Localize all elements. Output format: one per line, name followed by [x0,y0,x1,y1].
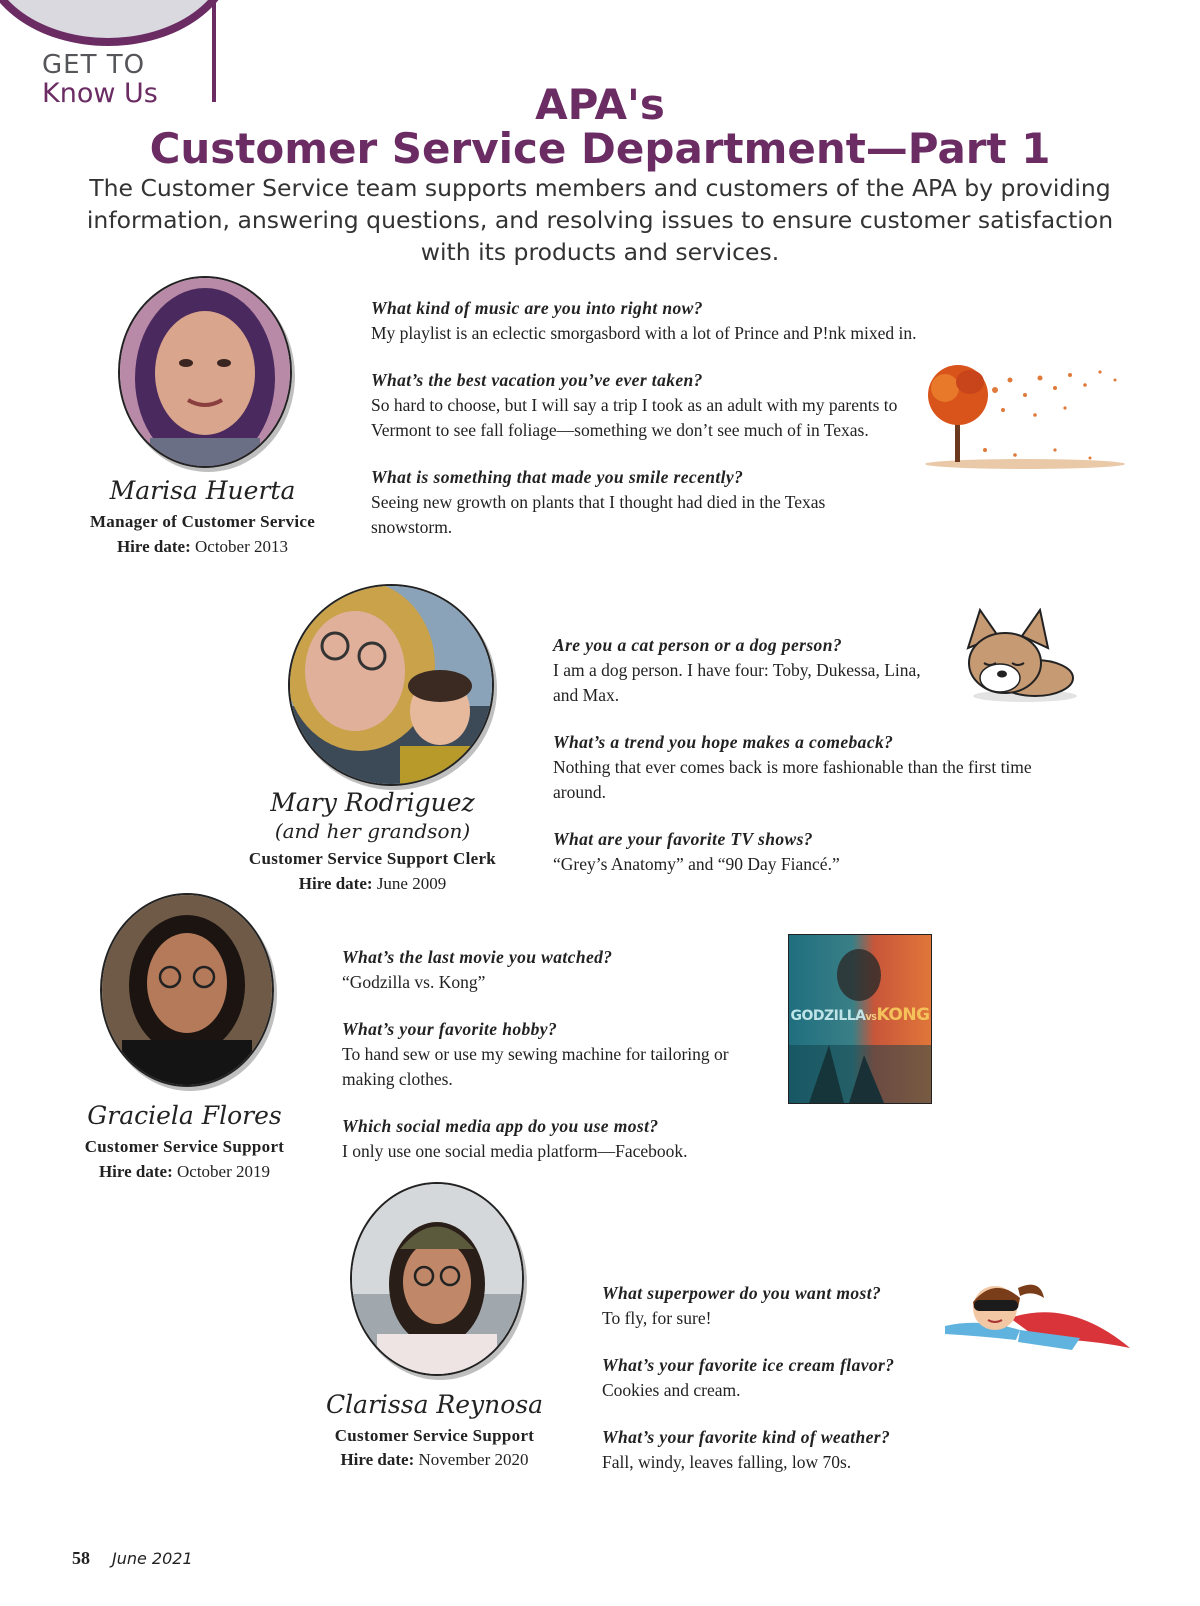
profile-name: Mary Rodriguez [270,788,475,817]
profile-title: Customer Service Support Clerk [248,849,497,868]
poster-title [789,1005,931,1025]
hire-date-value: October 2019 [177,1162,271,1181]
qa-question: What’s your favorite ice cream flavor? [602,1355,895,1375]
qa-answer: I am a dog person. I have four: Toby, Dukessa, Lina, and Max. [553,660,921,705]
profile-title: Customer Service Support [84,1137,285,1156]
qa-answer: To hand sew or use my sewing machine for tailoring or making clothes. [342,1044,729,1089]
section-kicker-line2: Know Us [42,78,158,109]
qa-block-marisa [371,296,916,562]
qa-question: What kind of music are you into right now? [371,298,703,318]
section-kicker-line1: GET TO [42,50,146,80]
qa-question: Are you a cat person or a dog person? [553,635,842,655]
hire-date-label: Hire date: [298,874,373,893]
corner-decoration [0,0,236,46]
profile-name: Clarissa Reynosa [325,1390,544,1419]
page-title-line1: APA's [535,80,665,129]
hire-date-value: October 2013 [195,537,289,556]
profile-photo-graciela [100,893,274,1087]
profile-hire-date [272,1450,597,1470]
flying-superhero-illustration [940,1278,1135,1368]
profile-photo-mary [288,584,494,786]
qa-question: What are your favorite TV shows? [553,829,813,849]
qa-answer: Fall, windy, leaves falling, low 70s. [602,1452,852,1472]
qa-answer: To fly, for sure! [602,1308,712,1328]
page-number: 58 [72,1548,90,1568]
qa-question: What’s your favorite hobby? [342,1019,558,1039]
qa-answer: “Godzilla vs. Kong” [342,972,486,992]
qa-question: What is something that made you smile recently? [371,467,744,487]
profile-hire-date [22,1162,347,1182]
qa-answer: My playlist is an eclectic smorgasbord with a lot of Prince and P!nk mixed in. [371,323,917,343]
profile-hire-date [40,537,365,557]
hire-date-value: November 2020 [418,1450,529,1469]
qa-answer: Nothing that ever comes back is more fashionable than the first time around. [553,757,1032,802]
hire-date-label: Hire date: [116,537,191,556]
qa-question: Which social media app do you use most? [342,1116,659,1136]
qa-question: What’s a trend you hope makes a comeback? [553,732,894,752]
profile-photo-clarissa [350,1182,524,1376]
qa-answer: Seeing new growth on plants that I thought had died in the Texas snowstorm. [371,492,826,537]
qa-block-clarissa [602,1281,982,1497]
qa-question: What’s the last movie you watched? [342,947,613,967]
profile-title: Customer Service Support [334,1426,535,1445]
poster-word-mid: VS [865,1013,877,1022]
profile-photo-marisa [118,276,292,468]
autumn-tree-illustration [925,350,1130,470]
sleeping-dog-illustration [960,608,1080,704]
hire-date-value: June 2009 [376,874,447,893]
qa-answer: I only use one social media platform—Facebook. [342,1141,688,1161]
intro-paragraph: The Customer Service team supports members and customers of the APA by providing information, answering questions, and resolving issues to ensure customer satisfaction with its products and services. [86,174,1114,266]
qa-question: What’s the best vacation you’ve ever taken? [371,370,703,390]
issue-date: June 2021 [112,1549,193,1568]
qa-question: What superpower do you want most? [602,1283,882,1303]
profile-name-note: (and her grandson) [274,819,471,843]
qa-answer: Cookies and cream. [602,1380,741,1400]
poster-word-right: KONG [876,1005,930,1025]
profile-title: Manager of Customer Service [89,512,316,531]
page-title-line2: Customer Service Department—Part 1 [149,124,1051,173]
movie-poster [788,934,932,1104]
qa-answer: “Grey’s Anatomy” and “90 Day Fiancé.” [553,854,840,874]
poster-word-left: GODZILLA [790,1008,866,1024]
profile-name: Marisa Huerta [109,476,296,505]
profile-hire-date [210,874,535,894]
qa-question: What’s your favorite kind of weather? [602,1427,891,1447]
qa-block-graciela [342,945,772,1186]
hire-date-label: Hire date: [340,1450,415,1469]
hire-date-label: Hire date: [98,1162,173,1181]
profile-name: Graciela Flores [87,1101,282,1130]
qa-answer: So hard to choose, but I will say a trip I took as an adult with my parents to Vermont to see fall foliage—something we don’t see much of in Texas. [371,395,898,440]
